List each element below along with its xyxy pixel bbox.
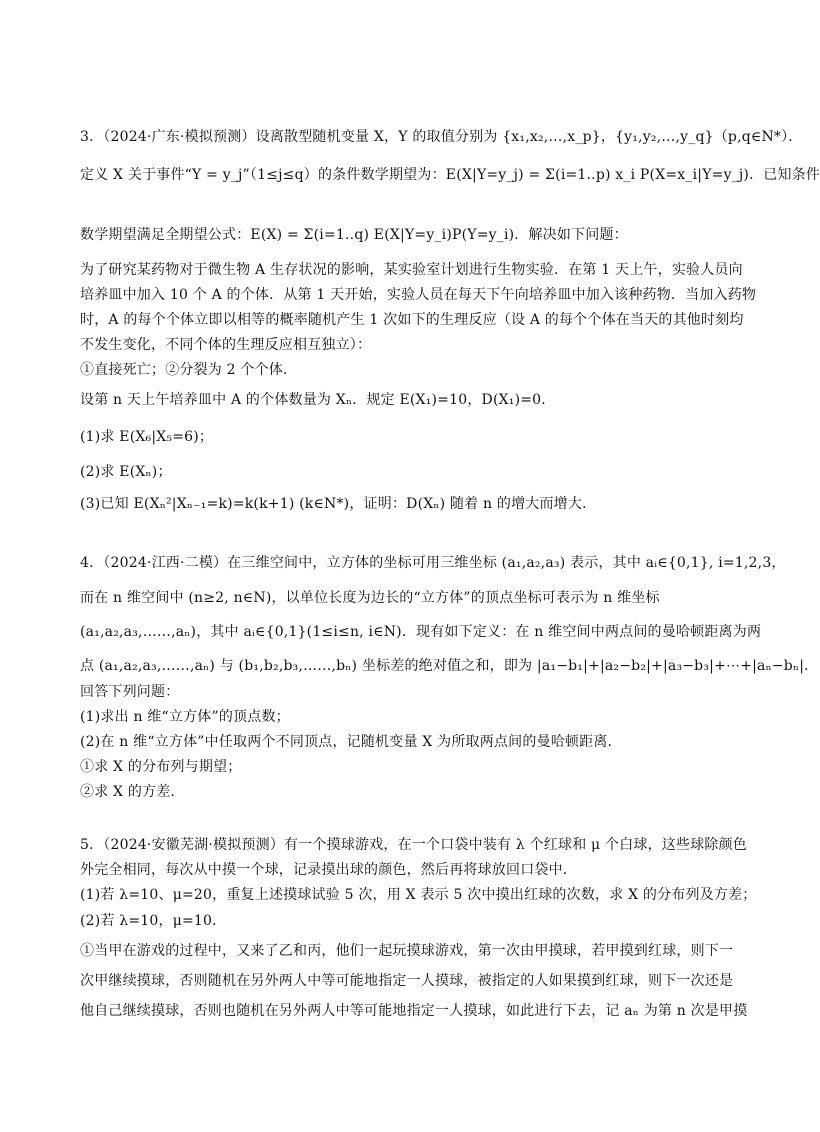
- problem-3-line-4: 为了研究某药物对于微生物 A 生存状况的影响，某实验室计划进行生物实验．在第 1 天上午，实验人员向: [80, 262, 743, 278]
- problem-3-line-9: 设第 n 天上午培养皿中 A 的个体数量为 Xₙ．规定 E(X₁)=10，D(X₁)=0．: [80, 392, 556, 408]
- problem-3-line-3: 数学期望满足全期望公式：E(X) = Σ(i=1..q) E(X|Y=y_i)P(Y=y_i)．解决如下问题：: [80, 227, 628, 243]
- problem-3-line-2: 定义 X 关于事件“Y = y_j”（1≤j≤q）的条件数学期望为：E(X|Y=y_j) = Σ(i=1..p) x_i P(X=x_i|Y=y_j)．已知条件: [80, 167, 820, 183]
- problem-5-part-1: (1)若 λ=10、μ=20，重复上述摸球试验 5 次，用 X 表示 5 次中摸出红球的次数，求 X 的分布列及方差；: [80, 887, 757, 903]
- problem-3-line-8: ①直接死亡；②分裂为 2 个个体．: [80, 362, 298, 378]
- problem-3-part-1: (1)求 E(X₆|X₅=6)；: [80, 429, 214, 445]
- problem-3-part-2: (2)求 E(Xₙ)；: [80, 464, 172, 480]
- problem-3-line-5: 培养皿中加入 10 个 A 的个体．从第 1 天开始，实验人员在每天下午向培养皿中加入该种药物．当加入药物: [80, 287, 757, 303]
- problem-4-part-2-sub-1: ①求 X 的分布列与期望；: [80, 759, 242, 775]
- problem-5-part-2-line-1: ①当甲在游戏的过程中，又来了乙和丙，他们一起玩摸球游戏，第一次由甲摸球，若甲摸到红球，则下一: [80, 943, 734, 959]
- problem-5-part-2-line-2: 次甲继续摸球，否则随机在另外两人中等可能地指定一人摸球，被指定的人如果摸到红球，则下一次还是: [80, 973, 734, 989]
- problem-4-line-2: 而在 n 维空间中 (n≥2, n∈N)，以单位长度为边长的“立方体”的顶点坐标可表示为 n 维坐标: [80, 590, 660, 606]
- problem-4-line-1: 4．（2024·江西·二模）在三维空间中，立方体的坐标可用三维坐标 (a₁,a₂,a₃) 表示，其中 aᵢ∈{0,1}, i=1,2,3，: [80, 555, 786, 571]
- problem-4-line-5: 回答下列问题：: [80, 684, 180, 700]
- problem-4-part-2: (2)在 n 维“立方体”中任取两个不同顶点，记随机变量 X 为所取两点间的曼哈顿距离．: [80, 734, 622, 750]
- problem-3-line-7: 不发生变化，不同个体的生理反应相互独立）：: [80, 337, 372, 353]
- problem-4-line-4: 点 (a₁,a₂,a₃,……,aₙ) 与 (b₁,b₂,b₃,……,bₙ) 坐标差的绝对值之和，即为 |a₁−b₁|+|a₂−b₂|+|a₃−b₃|+⋯+|aₙ−bₙ|．: [80, 658, 819, 674]
- problem-5-part-2: (2)若 λ=10，μ=10．: [80, 913, 227, 929]
- problem-5-line-2: 外完全相同，每次从中摸一个球，记录摸出球的颜色，然后再将球放回口袋中．: [80, 862, 577, 878]
- problem-4-part-2-sub-2: ②求 X 的方差．: [80, 784, 185, 800]
- problem-5-line-1: 5．（2024·安徽芜湖·模拟预测）有一个摸球游戏，在一个口袋中装有 λ 个红球和 μ 个白球，这些球除颜色: [80, 837, 748, 853]
- problem-4-part-1: (1)求出 n 维“立方体”的顶点数；: [80, 709, 290, 725]
- problem-3-line-1: 3．（2024·广东·模拟预测）设离散型随机变量 X，Y 的取值分别为 {x₁,x₂,…,x_p}，{y₁,y₂,…,y_q}（p,q∈N*）．: [80, 129, 803, 145]
- problem-3-part-3: (3)已知 E(Xₙ²|Xₙ₋₁=k)=k(k+1) (k∈N*)，证明：D(Xₙ) 随着 n 的增大而增大．: [80, 496, 597, 512]
- problem-5-part-2-line-3: 他自己继续摸球，否则也随机在另外两人中等可能地指定一人摸球，如此进行下去，记 aₙ 为第 n 次是甲摸: [80, 1003, 748, 1019]
- problem-4-line-3: (a₁,a₂,a₃,……,aₙ)，其中 aᵢ∈{0,1}(1≤i≤n, i∈N)．现有如下定义：在 n 维空间中两点间的曼哈顿距离为两: [80, 624, 762, 640]
- problem-3-line-6: 时，A 的每个个体立即以相等的概率随机产生 1 次如下的生理反应（设 A 的每个个体在当天的其他时刻均: [80, 312, 744, 328]
